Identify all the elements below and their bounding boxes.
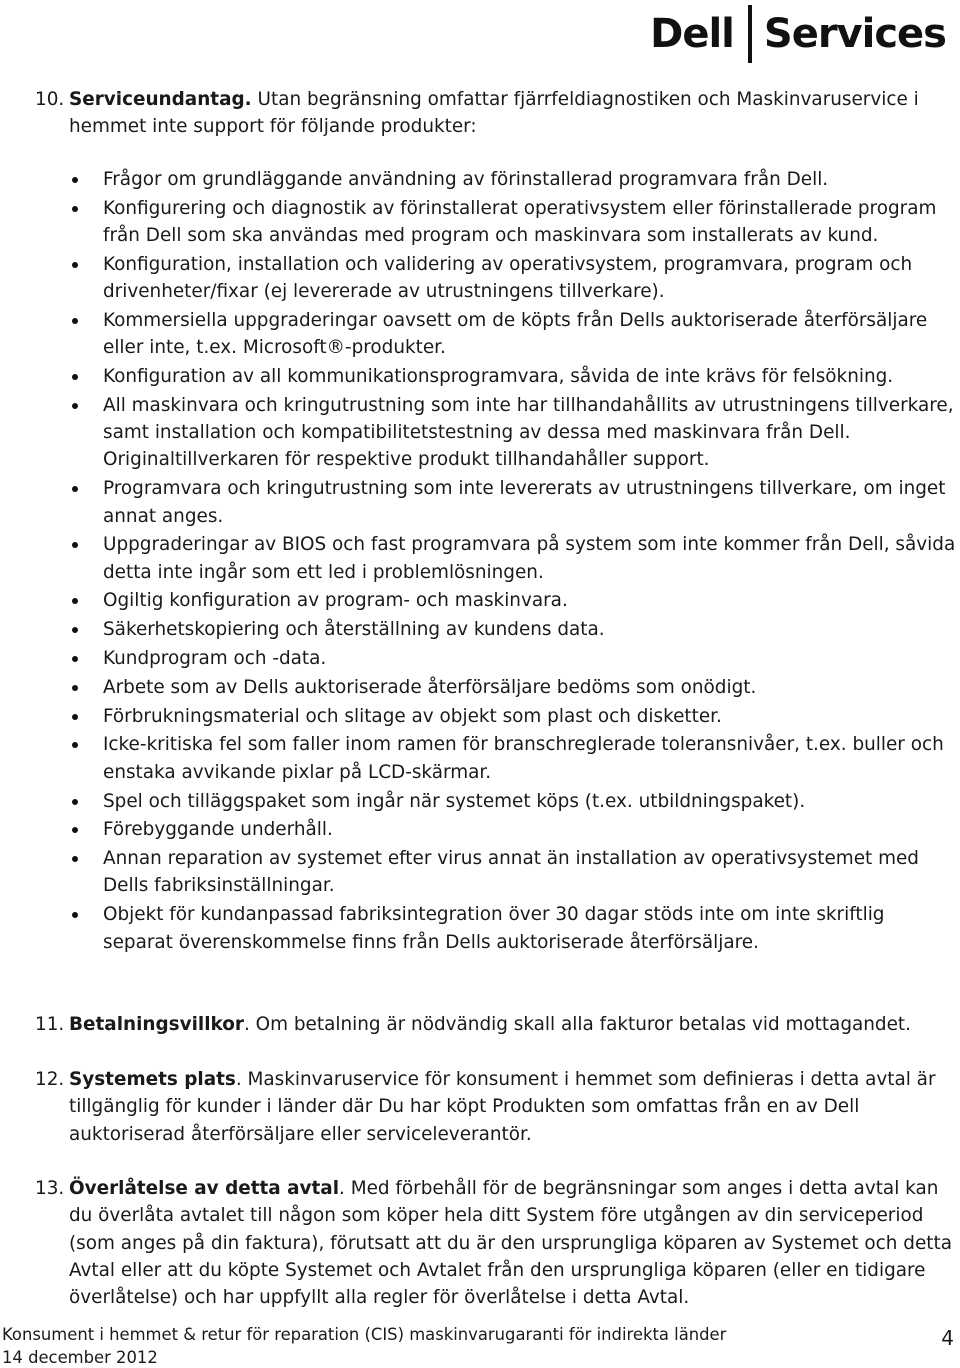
section-11 xyxy=(0,1011,960,1038)
list-item: Uppgraderingar av BIOS och fast programvara på system som inte kommer från Dell, såvida detta inte ingår som ett led i problemlösningen. xyxy=(0,531,960,586)
section-11-body xyxy=(69,1011,956,1038)
page-number: 4 xyxy=(941,1326,954,1350)
section-13-number: 13. xyxy=(35,1178,65,1199)
bullet-icon xyxy=(72,374,78,380)
section-10-intro: Utan begränsning omfattar fjärrfeldiagnostiken och Maskinvaruservice i hemmet inte support för följande produkter: xyxy=(69,89,919,138)
section-12 xyxy=(0,1066,960,1148)
section-10-number: 10. xyxy=(35,89,65,110)
section-12-number: 12. xyxy=(35,1069,65,1090)
bullet-icon xyxy=(72,912,78,918)
bullet-icon xyxy=(72,177,78,183)
footer-title: Konsument i hemmet & retur för reparation (CIS) maskinvarugaranti för indirekta länder xyxy=(2,1325,727,1344)
bullet-icon xyxy=(72,685,78,691)
section-10-title: Serviceundantag. xyxy=(69,89,252,110)
bullet-icon xyxy=(72,827,78,833)
section-12-body xyxy=(69,1066,956,1148)
bullet-icon xyxy=(72,856,78,862)
list-item: Ogiltig konfiguration av program- och maskinvara. xyxy=(0,587,960,614)
section-11-text: . Om betalning är nödvändig skall alla fakturor betalas vid mottagandet. xyxy=(243,1014,911,1035)
list-item: Kundprogram och -data. xyxy=(0,645,960,672)
bullet-icon xyxy=(72,714,78,720)
bullet-icon xyxy=(72,627,78,633)
section-11-title: Betalningsvillkor xyxy=(69,1014,244,1035)
list-item: Kommersiella uppgraderingar oavsett om de köpts från Dells auktoriserade återförsäljare eller inte, t.ex. Microsoft®-produkter. xyxy=(0,307,960,362)
section-10-body xyxy=(69,86,956,141)
list-item: Konfiguration av all kommunikationsprogramvara, såvida de inte krävs för felsökning. xyxy=(0,363,960,390)
bullet-icon xyxy=(72,206,78,212)
exclusions-list xyxy=(0,166,960,957)
list-item: Frågor om grundläggande användning av förinstallerad programvara från Dell. xyxy=(0,166,960,193)
list-item: Objekt för kundanpassad fabriksintegration över 30 dagar stöds inte om inte skriftlig separat överenskommelse finns från Dells auktoriserade återförsäljare. xyxy=(0,901,960,956)
bullet-icon xyxy=(72,598,78,604)
list-item: Säkerhetskopiering och återställning av kundens data. xyxy=(0,616,960,643)
bullet-icon xyxy=(72,403,78,409)
list-item: All maskinvara och kringutrustning som inte har tillhandahållits av utrustningens tillverkare, samt installation och kompatibilitetstestning av dessa med maskinvara från Dell. Originaltillverkaren för respektive produkt tillhandahåller support. xyxy=(0,392,960,474)
bullet-icon xyxy=(72,656,78,662)
section-10 xyxy=(0,86,960,141)
section-13-text: . Med förbehåll för de begränsningar som anges i detta avtal kan du överlåta avtalet till någon som köper hela ditt System före utgången av din serviceperiod (som anges på din faktura), förutsatt att du är den ursprungliga köparen av Systemet och detta Avtal eller att du köpte Systemet och Avtalet från den ursprungliga köparen (eller en tidigare överlåtelse) och har uppfyllt alla regler för överlåtelse i detta Avtal. xyxy=(69,1178,952,1309)
section-13-body xyxy=(69,1175,956,1311)
logo-separator xyxy=(748,5,752,63)
list-item: Icke-kritiska fel som faller inom ramen för branschreglerade toleransnivåer, t.ex. buller och enstaka avvikande pixlar på LCD-skärmar. xyxy=(0,731,960,786)
list-item: Programvara och kringutrustning som inte levererats av utrustningens tillverkare, om inget annat anges. xyxy=(0,475,960,530)
bullet-icon xyxy=(72,542,78,548)
list-item: Annan reparation av systemet efter virus annat än installation av operativsystemet med Dells fabriksinställningar. xyxy=(0,845,960,900)
logo-services-text: Services xyxy=(763,11,946,57)
footer-date: 14 december 2012 xyxy=(2,1348,158,1367)
section-12-text: . Maskinvaruservice för konsument i hemmet som definieras i detta avtal är tillgänglig för kunder i länder där Du har köpt Produkten som omfattas från en av Dell auktoriserad återförsäljare eller serviceleverantör. xyxy=(69,1069,936,1145)
section-13-title: Överlåtelse av detta avtal xyxy=(69,1178,340,1199)
logo-dell-text: Dell xyxy=(650,11,734,57)
bullet-icon xyxy=(72,486,78,492)
bullet-icon xyxy=(72,742,78,748)
bullet-icon xyxy=(72,799,78,805)
dell-services-logo xyxy=(650,4,946,64)
bullet-icon xyxy=(72,318,78,324)
list-item: Förebyggande underhåll. xyxy=(0,816,960,843)
section-13 xyxy=(0,1175,960,1311)
section-11-number: 11. xyxy=(35,1014,65,1035)
list-item: Konfigurering och diagnostik av förinstallerat operativsystem eller förinstallerade program från Dell som ska användas med program och maskinvara som installerats av kund. xyxy=(0,195,960,250)
list-item: Förbrukningsmaterial och slitage av objekt som plast och disketter. xyxy=(0,703,960,730)
section-12-title: Systemets plats xyxy=(69,1069,236,1090)
list-item: Konfiguration, installation och validering av operativsystem, programvara, program och drivenheter/fixar (ej levererade av utrustningens tillverkare). xyxy=(0,251,960,306)
list-item: Arbete som av Dells auktoriserade återförsäljare bedöms som onödigt. xyxy=(0,674,960,701)
list-item: Spel och tilläggspaket som ingår när systemet köps (t.ex. utbildningspaket). xyxy=(0,788,960,815)
bullet-icon xyxy=(72,262,78,268)
